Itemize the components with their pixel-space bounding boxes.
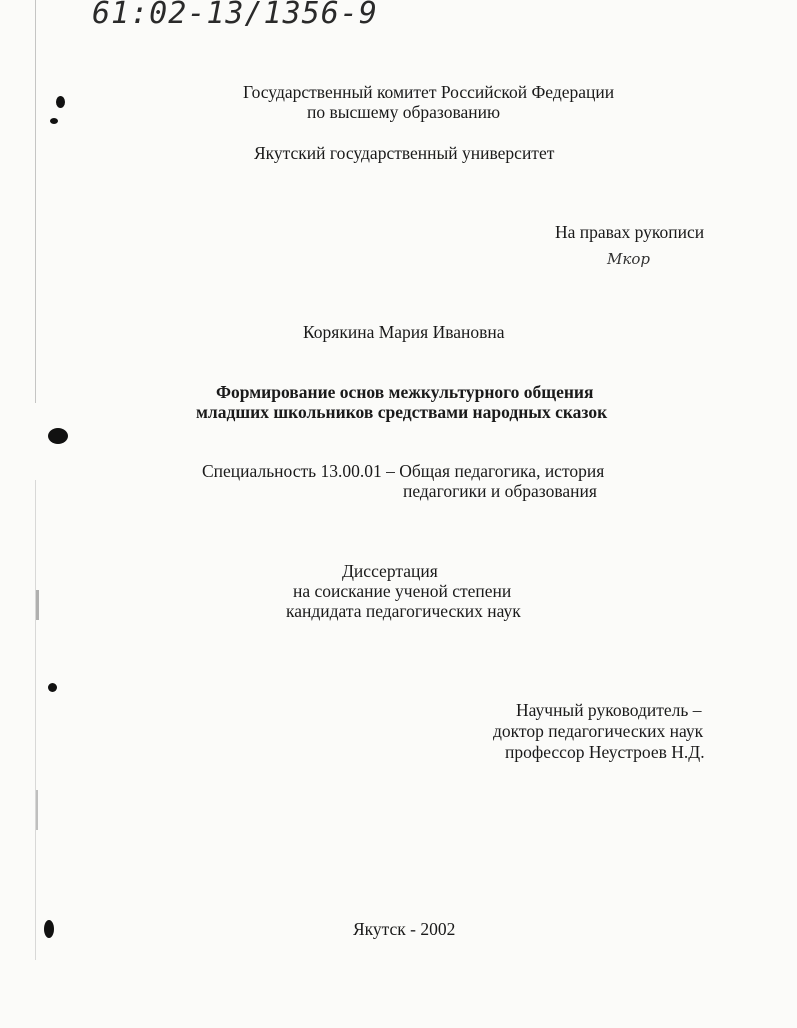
specialty-line-1: Специальность 13.00.01 – Общая педагогика, история bbox=[202, 461, 605, 481]
supervisor-line-3: профессор Неустроев Н.Д. bbox=[505, 742, 705, 762]
manuscript-note: На правах рукописи bbox=[555, 222, 705, 242]
university-name: Якутский государственный университет bbox=[254, 143, 555, 163]
archive-number: 61:02-13/1356-9 bbox=[92, 0, 378, 31]
specialty-line-2: педагогики и образования bbox=[403, 481, 597, 501]
dissertation-title-line-2: младших школьников средствами народных сказок bbox=[196, 402, 608, 422]
supervisor-line-1: Научный руководитель – bbox=[516, 700, 702, 720]
dissertation-degree-line: на соискание ученой степени bbox=[293, 581, 512, 601]
committee-line-2: по высшему образованию bbox=[307, 102, 501, 122]
scan-blot bbox=[48, 683, 57, 692]
supervisor-line-2: доктор педагогических наук bbox=[493, 721, 704, 741]
scan-blot bbox=[50, 118, 58, 124]
author-name: Корякина Мария Ивановна bbox=[303, 322, 505, 342]
committee-line-1: Государственный комитет Российской Федерации bbox=[243, 82, 615, 102]
dissertation-field-line: кандидата педагогических наук bbox=[286, 601, 521, 621]
city-year: Якутск - 2002 bbox=[353, 919, 456, 939]
author-signature: Мкор bbox=[607, 250, 650, 268]
scan-speck bbox=[36, 790, 38, 830]
scan-blot bbox=[56, 96, 65, 108]
scan-speck bbox=[36, 590, 39, 620]
scan-blot bbox=[48, 428, 68, 444]
scan-blot bbox=[44, 920, 54, 938]
dissertation-title-line-1: Формирование основ межкультурного общения bbox=[216, 382, 594, 402]
dissertation-label: Диссертация bbox=[342, 561, 438, 581]
